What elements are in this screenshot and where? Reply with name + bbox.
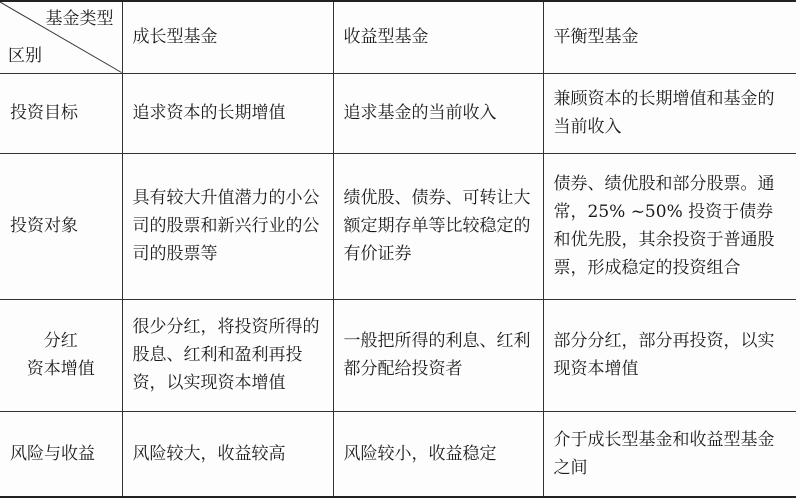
row-header-risk-return: 风险与收益 bbox=[0, 411, 122, 497]
row-header-dividend-line: 分红 bbox=[43, 331, 78, 351]
cell-growth-risk-return: 风险较大，收益较高 bbox=[122, 411, 333, 497]
column-header-growth-fund: 成长型基金 bbox=[122, 1, 333, 73]
row-header-investment-goal: 投资目标 bbox=[0, 73, 122, 153]
corner-label-fund-type: 基金类型 bbox=[45, 9, 114, 29]
corner-header-cell bbox=[0, 1, 122, 73]
cell-income-investment-goal: 追求基金的当前收入 bbox=[333, 73, 543, 153]
cell-balanced-investment-target: 债券、绩优股和部分股票。通常，25% ~50% 投资于债券和优先股，其余投资于普通股票，形成稳定的投资组合 bbox=[543, 153, 796, 299]
table-row-investment-goal bbox=[0, 73, 796, 153]
table-row-investment-target bbox=[0, 153, 796, 299]
column-header-income-fund: 收益型基金 bbox=[333, 1, 543, 73]
cell-balanced-dividend: 部分分红，部分再投资，以实现资本增值 bbox=[543, 299, 796, 411]
cell-balanced-risk-return: 介于成长型基金和收益型基金之间 bbox=[543, 411, 796, 497]
cell-growth-dividend: 很少分红，将投资所得的股息、红利和盈利再投资，以实现资本增值 bbox=[122, 299, 333, 411]
cell-growth-investment-target: 具有较大升值潜力的小公司的股票和新兴行业的公司的股票等 bbox=[122, 153, 333, 299]
header-row bbox=[0, 1, 796, 73]
cell-growth-investment-goal: 追求资本的长期增值 bbox=[122, 73, 333, 153]
cell-income-dividend: 一般把所得的利息、红利都分配给投资者 bbox=[333, 299, 543, 411]
table-row-dividend-capital-growth bbox=[0, 299, 796, 411]
row-header-capital-growth-line: 资本增值 bbox=[26, 359, 95, 379]
cell-income-investment-target: 绩优股、债券、可转让大额定期存单等比较稳定的有价证券 bbox=[333, 153, 543, 299]
column-header-balanced-fund: 平衡型基金 bbox=[543, 1, 796, 73]
cell-income-risk-return: 风险较小，收益稳定 bbox=[333, 411, 543, 497]
table-row-risk-return bbox=[0, 411, 796, 497]
row-header-dividend-capital-growth bbox=[0, 299, 122, 411]
row-header-investment-target: 投资对象 bbox=[0, 153, 122, 299]
corner-label-difference: 区别 bbox=[8, 45, 42, 66]
cell-balanced-investment-goal: 兼顾资本的长期增值和基金的当前收入 bbox=[543, 73, 796, 153]
